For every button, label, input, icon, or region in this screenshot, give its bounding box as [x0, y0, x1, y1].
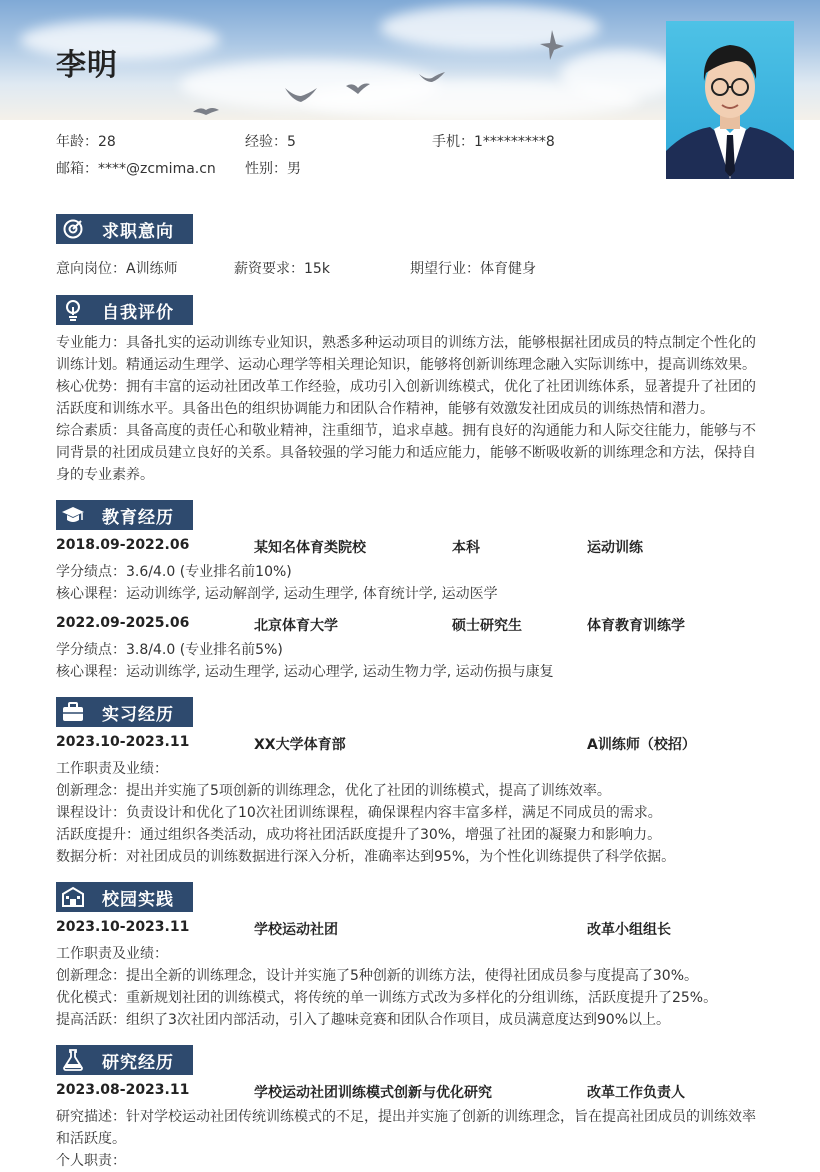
section-header-internship: [56, 697, 193, 727]
bird-icon: [284, 86, 318, 104]
section-title: 校园实践: [102, 889, 174, 910]
text-line: 活跃度和训练水平。具备出色的组织协调能力和团队合作精神，能够有效激发社团成员的训练热情和潜力。: [56, 401, 714, 417]
text-line: 活跃度提升：通过组织各类活动，成功将社团活跃度提升了30%，增强了社团的凝聚力和影响力。: [56, 827, 662, 843]
campus-details: [56, 943, 768, 1031]
research-details: [56, 1106, 768, 1172]
section-title: 求职意向: [102, 221, 174, 242]
campus-row: [56, 919, 768, 941]
experience-field: 经验：5: [245, 134, 296, 150]
intern-period: 2023.10-2023.11: [56, 734, 190, 750]
text-line: 数据分析：对社团成员的训练数据进行深入分析，准确率达到95%，为个性化训练提供了科学依据。: [56, 849, 676, 865]
gender-field: 性别：男: [245, 161, 301, 177]
edu-details: [56, 639, 768, 683]
intent-salary: 薪资要求：15k: [234, 261, 330, 277]
education-row: [56, 615, 768, 637]
text-line: 课程设计：负责设计和优化了10次社团训练课程，确保课程内容丰富多样，满足不同成员的需求。: [56, 805, 662, 821]
research-row: [56, 1082, 768, 1104]
section-header-campus: [56, 882, 193, 912]
text-line: 工作职责及业绩：: [56, 946, 168, 962]
campus-org: 学校运动社团: [254, 922, 338, 938]
intern-role: A训练师（校招）: [587, 737, 696, 753]
edu-period: 2022.09-2025.06: [56, 615, 190, 631]
email-field: 邮箱：****@zcmima.cn: [56, 161, 216, 177]
bird-icon: [192, 104, 220, 116]
section-title: 研究经历: [102, 1052, 174, 1073]
intent-industry: 期望行业：体育健身: [410, 261, 536, 277]
edu-period: 2018.09-2022.06: [56, 537, 190, 553]
text-line: 个人职责：: [56, 1153, 126, 1169]
internship-details: [56, 758, 768, 868]
bird-icon: [538, 28, 566, 62]
text-line: 创新理念：提出全新的训练理念，设计并实施了5种创新的训练方法，使得社团成员参与度提高了30%。: [56, 968, 699, 984]
text-line: 工作职责及业绩：: [56, 761, 168, 777]
text-line: 优化模式：重新规划社团的训练模式，将传统的单一训练方式改为多样化的分组训练，活跃度提升了25%。: [56, 990, 718, 1006]
edu-major: 运动训练: [587, 540, 643, 556]
graduation-cap-icon: [58, 500, 88, 530]
edu-details: [56, 561, 768, 605]
profile-photo: [666, 21, 794, 179]
text-line: 创新理念：提出并实施了5项创新的训练理念，优化了社团的训练模式，提高了训练效率。: [56, 783, 611, 799]
phone-field: 手机：1*********8: [432, 134, 555, 150]
edu-courses: 核心课程：运动训练学, 运动生理学, 运动心理学, 运动生物力学, 运动伤损与康复: [56, 664, 554, 680]
education-row: [56, 537, 768, 559]
research-project: 学校运动社团训练模式创新与优化研究: [254, 1085, 492, 1101]
text-line: 身的专业素养。: [56, 467, 154, 483]
edu-courses: 核心课程：运动训练学, 运动解剖学, 运动生理学, 体育统计学, 运动医学: [56, 586, 498, 602]
edu-gpa: 学分绩点：3.8/4.0 (专业排名前5%): [56, 642, 283, 658]
text-line: 核心优势：拥有丰富的运动社团改革工作经验，成功引入创新训练模式，优化了社团训练体系，显著提升了社团的: [56, 379, 756, 395]
campus-role: 改革小组组长: [587, 922, 671, 938]
target-icon: [58, 214, 88, 244]
bird-icon: [345, 80, 371, 96]
candidate-name: 李明: [56, 48, 118, 83]
text-line: 提高活跃：组织了3次社团内部活动，引入了趣味竞赛和团队合作项目，成员满意度达到90%以上。: [56, 1012, 671, 1028]
campus-period: 2023.10-2023.11: [56, 919, 190, 935]
edu-gpa: 学分绩点：3.6/4.0 (专业排名前10%): [56, 564, 292, 580]
school-building-icon: [58, 882, 88, 912]
lightbulb-icon: [58, 295, 88, 325]
bird-icon: [418, 70, 446, 86]
text-line: 和活跃度。: [56, 1131, 126, 1147]
text-line: 综合素质：具备高度的责任心和敬业精神，注重细节，追求卓越。拥有良好的沟通能力和人际交往能力，能够与不: [56, 423, 756, 439]
section-title: 实习经历: [102, 704, 174, 725]
section-title: 教育经历: [102, 507, 174, 528]
section-title: 自我评价: [102, 302, 174, 323]
research-period: 2023.08-2023.11: [56, 1082, 190, 1098]
intern-org: XX大学体育部: [254, 737, 346, 753]
intent-position: 意向岗位：A训练师: [56, 261, 178, 277]
section-header-education: [56, 500, 193, 530]
flask-icon: [58, 1045, 88, 1075]
research-role: 改革工作负责人: [587, 1085, 685, 1101]
edu-school: 某知名体育类院校: [254, 540, 366, 556]
edu-degree: 硕士研究生: [452, 618, 522, 634]
text-line: 专业能力：具备扎实的运动训练专业知识，熟悉多种运动项目的训练方法，能够根据社团成员的特点制定个性化的: [56, 335, 756, 351]
self-eval-text: [56, 332, 768, 486]
edu-degree: 本科: [452, 540, 480, 556]
section-header-intent: [56, 214, 193, 244]
text-line: 训练计划。精通运动生理学、运动心理学等相关理论知识，能够将创新训练理念融入实际训练中，提高训练效果。: [56, 357, 756, 373]
edu-major: 体育教育训练学: [587, 618, 685, 634]
text-line: 研究描述：针对学校运动社团传统训练模式的不足，提出并实施了创新的训练理念，旨在提高社团成员的训练效率: [56, 1109, 756, 1125]
section-header-research: [56, 1045, 193, 1075]
section-header-self-eval: [56, 295, 193, 325]
briefcase-icon: [58, 697, 88, 727]
age-field: 年龄：28: [56, 134, 116, 150]
internship-row: [56, 734, 768, 756]
text-line: 同背景的社团成员建立良好的关系。具备较强的学习能力和适应能力，能够不断吸收新的训练理念和方法，保持自: [56, 445, 756, 461]
edu-school: 北京体育大学: [254, 618, 338, 634]
